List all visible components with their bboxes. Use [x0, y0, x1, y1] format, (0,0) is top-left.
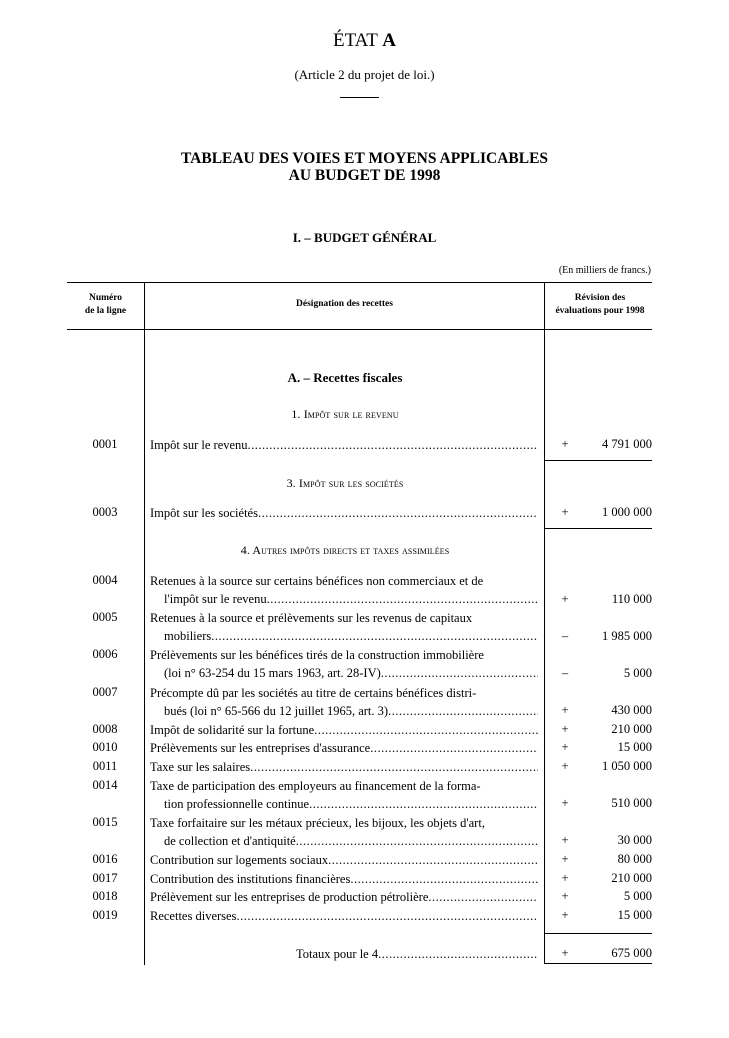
group-heading: 1. Impôt sur le revenu [291, 407, 399, 421]
leader-dots [328, 851, 538, 869]
row-designation [150, 572, 538, 608]
subtotal-rule [545, 528, 652, 529]
line-number: 0016 [92, 852, 118, 866]
line-number: 0018 [92, 889, 118, 904]
table-top-border [67, 282, 652, 283]
designation-text: Prélèvements sur les entreprises d'assurance [150, 741, 371, 756]
row-designation [150, 504, 538, 522]
group-heading: 4. Autres impôts directs et taxes assimilées [240, 543, 450, 557]
amount: 510 000 [611, 796, 652, 811]
amount: 1 000 000 [602, 505, 652, 519]
leader-dots [370, 739, 538, 757]
row-designation [150, 814, 538, 850]
line-number: 0019 [92, 907, 118, 922]
line-number: 0017 [92, 870, 118, 885]
column-header-designation: Désignation des recettes [296, 299, 393, 309]
header-text: évaluations pour 1998 [555, 306, 645, 316]
title-line-1: TABLEAU DES VOIES ET MOYENS APPLICABLES [180, 150, 549, 167]
designation-text: Impôt de solidarité sur la fortune [150, 722, 315, 737]
total-bottom-rule [545, 963, 652, 964]
sign: – [561, 666, 569, 680]
sign: + [561, 796, 569, 811]
sign: + [561, 740, 569, 755]
designation-text: Prélèvements sur les bénéfices tirés de la construction immobilière [150, 648, 484, 663]
designation-text: Taxe de participation des employeurs au financement de la forma- [150, 778, 481, 793]
line-number: 0014 [92, 777, 118, 792]
sign: + [561, 833, 569, 848]
sign: – [561, 628, 569, 643]
line-number: 0005 [92, 610, 118, 625]
title-rule [340, 97, 379, 98]
line-number: 0011 [92, 759, 118, 773]
header-text: Révision des [574, 293, 626, 303]
article-reference: (Article 2 du projet de loi.) [294, 67, 435, 82]
leader-dots [248, 436, 538, 454]
designation-text: (loi n° 63-254 du 15 mars 1963, art. 28-IV) [164, 666, 381, 681]
amount: 1 050 000 [602, 759, 652, 773]
leader-dots [350, 870, 538, 888]
designation-text: Prélèvement sur les entreprises de production pétrolière [150, 890, 429, 905]
row-designation [150, 851, 538, 869]
designation-text: l'impôt sur le revenu [164, 592, 267, 606]
amount: 430 000 [611, 703, 652, 718]
etat-letter: A [382, 30, 397, 51]
leader-dots [378, 945, 538, 963]
designation-text: de collection et d'antiquité [164, 833, 296, 848]
designation-text: Impôt sur les sociétés [150, 506, 258, 520]
total-amount: 675 000 [611, 946, 652, 960]
sign: + [561, 437, 569, 451]
sign: + [561, 907, 569, 922]
row-designation [150, 888, 538, 906]
leader-dots [314, 721, 538, 739]
line-number: 0004 [92, 573, 118, 587]
leader-dots [388, 702, 538, 720]
designation-text: mobiliers [164, 629, 212, 644]
sign: + [561, 721, 569, 736]
leader-dots [236, 907, 538, 925]
sign: + [561, 870, 569, 885]
total-top-rule [545, 933, 652, 934]
amount: 210 000 [611, 870, 652, 885]
line-number: 0008 [92, 721, 118, 736]
section-heading: A. – Recettes fiscales [287, 370, 403, 385]
designation-text: Contribution des institutions financières [150, 871, 351, 886]
sign: + [561, 759, 569, 773]
amount: 5 000 [623, 889, 652, 904]
leader-dots [267, 590, 538, 608]
total-label [296, 945, 538, 963]
line-number: 0015 [92, 814, 118, 829]
header-text: de la ligne [84, 306, 127, 316]
leader-dots [211, 627, 538, 645]
leader-dots [381, 664, 538, 682]
leader-dots [250, 758, 538, 776]
document-title [0, 150, 729, 184]
amount: 15 000 [617, 740, 652, 755]
designation-text: Taxe forfaitaire sur les métaux précieux, les bijoux, les objets d'art, [150, 815, 485, 830]
designation-text: Taxe sur les salaires [150, 760, 251, 774]
designation-text: Retenues à la source sur certains bénéfices non commerciaux et de [150, 574, 484, 588]
designation-text: bués (loi n° 65-566 du 12 juillet 1965, art. 3) [164, 703, 389, 718]
amount: 1 985 000 [602, 628, 652, 643]
sign: + [561, 852, 569, 866]
row-designation [150, 907, 538, 925]
unit-note: (En milliers de francs.) [558, 265, 651, 276]
total-label-text: Totaux pour le 4 [296, 947, 379, 961]
amount: 4 791 000 [602, 437, 652, 451]
subtotal-rule [545, 460, 652, 461]
sign: + [561, 703, 569, 718]
line-number: 0003 [92, 505, 118, 519]
amount: 110 000 [611, 591, 652, 606]
designation-text: Recettes diverses [150, 908, 237, 923]
amount: 80 000 [617, 852, 652, 866]
total-sign: + [561, 946, 569, 960]
column-header-numero [67, 292, 144, 318]
etat-prefix: ÉTAT [332, 30, 378, 51]
row-designation [150, 646, 538, 682]
amount: 30 000 [617, 833, 652, 848]
group-heading: 3. Impôt sur les sociétés [286, 476, 404, 490]
row-designation [150, 609, 538, 645]
amount: 15 000 [617, 907, 652, 922]
designation-text: Impôt sur le revenu [150, 438, 248, 452]
leader-dots [296, 832, 538, 850]
title-line-2: AU BUDGET DE 1998 [288, 167, 441, 184]
column-header-revision [544, 292, 656, 318]
header-bottom-border [67, 329, 652, 330]
designation-text: Retenues à la source et prélèvements sur les revenus de capitaux [150, 611, 473, 626]
row-designation [150, 870, 538, 888]
header-text: Numéro [88, 293, 123, 303]
sign: + [561, 505, 569, 519]
leader-dots [258, 504, 538, 522]
designation-text: Contribution sur logements sociaux [150, 853, 329, 867]
row-designation [150, 777, 538, 813]
part-heading: I. – BUDGET GÉNÉRAL [292, 230, 437, 245]
etat-title [0, 30, 729, 52]
designation-text: tion professionnelle continue [164, 796, 310, 811]
line-number: 0001 [92, 437, 118, 451]
row-designation [150, 436, 538, 454]
row-designation [150, 721, 538, 739]
amount: 210 000 [611, 721, 652, 736]
line-number: 0007 [92, 684, 118, 699]
designation-text: Précompte dû par les sociétés au titre de certains bénéfices distri- [150, 685, 477, 700]
leader-dots [428, 888, 538, 906]
line-number: 0010 [92, 740, 118, 755]
row-designation [150, 739, 538, 757]
row-designation [150, 758, 538, 776]
amount: 5 000 [623, 666, 652, 680]
line-number: 0006 [92, 647, 118, 662]
row-designation [150, 684, 538, 720]
sign: + [561, 889, 569, 904]
sign: + [561, 591, 569, 606]
leader-dots [309, 795, 538, 813]
